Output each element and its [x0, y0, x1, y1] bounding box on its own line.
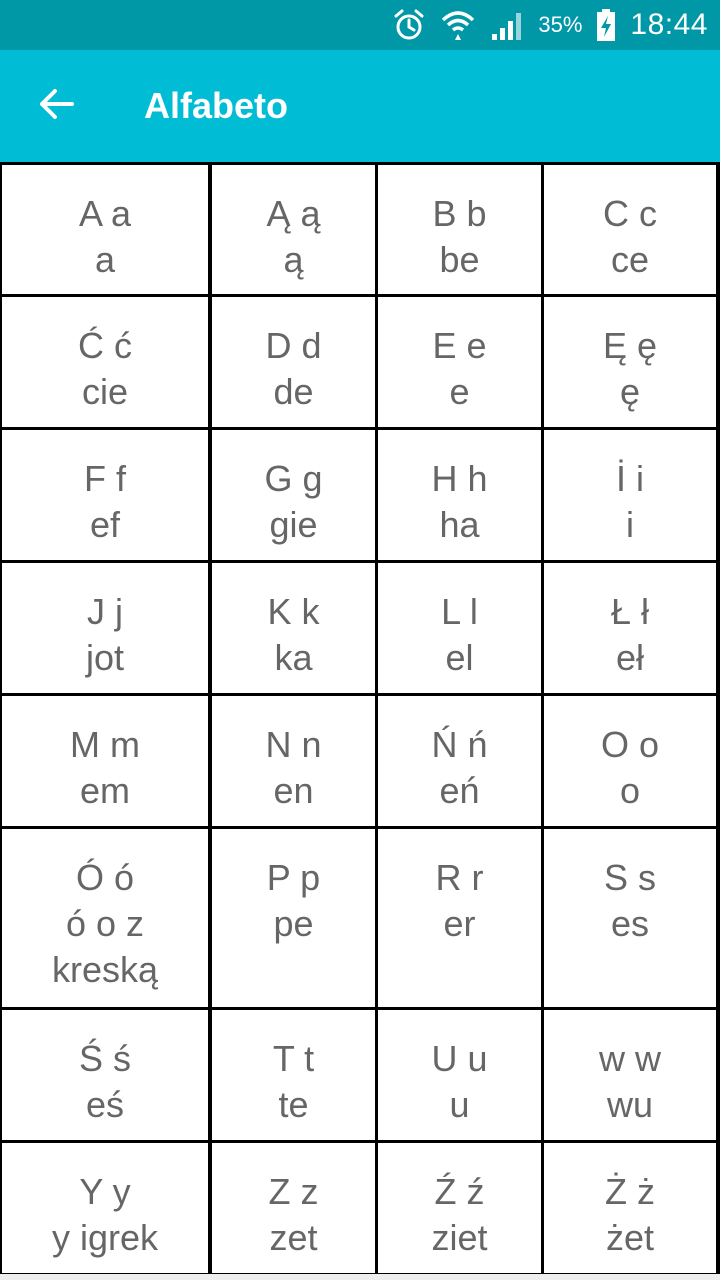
letter-name: em: [79, 770, 130, 811]
letter-name: i: [626, 504, 634, 545]
signal-icon: [490, 8, 524, 42]
letter-name: gie: [269, 504, 318, 545]
letter-cell[interactable]: [212, 1143, 375, 1273]
app-bar: [0, 50, 720, 162]
clock: 18:44: [630, 8, 708, 41]
letter-glyph: B b: [432, 193, 487, 234]
letter-cell[interactable]: [212, 563, 375, 693]
letter-glyph: T t: [272, 1038, 315, 1079]
letter-cell[interactable]: [544, 1010, 716, 1140]
letter-glyph: İ i: [615, 458, 644, 499]
letter-glyph: Ź ź: [434, 1171, 485, 1212]
letter-cell[interactable]: [2, 829, 208, 1007]
letter-glyph: S s: [603, 857, 656, 898]
letter-glyph: C c: [603, 193, 657, 234]
page-title: Alfabeto: [144, 85, 288, 126]
letter-name: eł: [615, 637, 645, 678]
letter-cell[interactable]: [378, 1143, 541, 1273]
letter-glyph: A a: [78, 193, 132, 234]
letter-name: ziet: [431, 1217, 488, 1258]
letter-cell[interactable]: [544, 696, 716, 826]
letter-glyph: Ś ś: [78, 1038, 131, 1079]
letter-cell[interactable]: [544, 297, 716, 427]
letter-cell[interactable]: [544, 563, 716, 693]
letter-name: eś: [85, 1084, 125, 1125]
letter-name: ce: [610, 239, 650, 280]
letter-cell[interactable]: [378, 829, 541, 1007]
letter-name: a: [94, 239, 116, 280]
letter-glyph: G g: [264, 458, 323, 499]
letter-cell[interactable]: [2, 430, 208, 560]
letter-cell[interactable]: [2, 696, 208, 826]
letter-cell[interactable]: [2, 165, 208, 294]
letter-glyph: Ń ń: [431, 724, 488, 765]
letter-cell[interactable]: [2, 297, 208, 427]
letter-cell[interactable]: [544, 829, 716, 1007]
letter-glyph: w w: [599, 1038, 661, 1079]
letter-cell[interactable]: [2, 1010, 208, 1140]
letter-glyph: U u: [431, 1038, 488, 1079]
letter-glyph: Ż ż: [605, 1171, 655, 1212]
letter-glyph: Y y: [79, 1171, 131, 1212]
letter-glyph: E e: [432, 325, 487, 366]
letter-name: ha: [439, 504, 480, 545]
letter-name: ef: [89, 504, 121, 545]
letter-name: wu: [606, 1084, 654, 1125]
letter-cell[interactable]: [212, 1010, 375, 1140]
letter-cell[interactable]: [212, 430, 375, 560]
letter-cell[interactable]: [378, 165, 541, 294]
letter-name: be: [439, 239, 480, 280]
alphabet-grid: [0, 162, 720, 1274]
letter-cell[interactable]: [2, 1143, 208, 1273]
letter-name: te: [278, 1084, 309, 1125]
letter-cell[interactable]: [378, 1010, 541, 1140]
letter-name: ą: [283, 239, 304, 280]
alarm-icon: [392, 8, 426, 42]
battery-charging-icon: [596, 8, 616, 42]
letter-name: cie: [81, 371, 129, 412]
letter-name: eń: [439, 770, 480, 811]
letter-cell[interactable]: [212, 696, 375, 826]
arrow-left-icon: [38, 88, 74, 125]
letter-cell[interactable]: [212, 829, 375, 1007]
letter-glyph: Ą ą: [266, 193, 321, 234]
letter-name: pe: [273, 903, 314, 944]
letter-glyph: N n: [265, 724, 322, 765]
letter-cell[interactable]: [544, 430, 716, 560]
letter-name: er: [443, 903, 476, 944]
letter-name: żet: [605, 1217, 655, 1258]
letter-glyph: D d: [265, 325, 322, 366]
letter-glyph: Ó ó: [75, 857, 135, 898]
letter-name: ę: [619, 371, 641, 412]
letter-cell[interactable]: [378, 696, 541, 826]
letter-cell[interactable]: [544, 1143, 716, 1273]
letter-glyph: H h: [431, 458, 488, 499]
letter-glyph: R r: [435, 857, 484, 898]
letter-glyph: O o: [600, 724, 660, 765]
letter-name: el: [445, 637, 474, 678]
letter-glyph: P p: [266, 857, 321, 898]
letter-cell[interactable]: [378, 430, 541, 560]
letter-name: de: [273, 371, 314, 412]
bottom-strip: [0, 1274, 720, 1280]
letter-cell[interactable]: [544, 165, 716, 294]
letter-cell[interactable]: [212, 297, 375, 427]
letter-glyph: K k: [267, 591, 320, 632]
letter-name: ó o z kreską: [51, 903, 159, 990]
letter-name: y igrek: [51, 1217, 159, 1258]
letter-name: o: [619, 770, 641, 811]
battery-percentage: 35%: [538, 12, 583, 37]
back-button[interactable]: [24, 74, 88, 138]
letter-name: u: [449, 1084, 470, 1125]
letter-glyph: Ć ć: [78, 325, 132, 366]
letter-name: jot: [85, 637, 125, 678]
letter-glyph: Z z: [268, 1171, 319, 1212]
letter-name: e: [449, 371, 470, 412]
letter-glyph: J j: [87, 591, 123, 632]
letter-glyph: F f: [84, 458, 126, 499]
letter-name: es: [610, 903, 650, 944]
letter-glyph: L l: [441, 591, 478, 632]
letter-cell[interactable]: [378, 297, 541, 427]
letter-glyph: M m: [70, 724, 140, 765]
letter-cell[interactable]: [212, 165, 375, 294]
letter-name: ka: [274, 637, 313, 678]
letter-glyph: Ę ę: [602, 325, 658, 366]
letter-cell[interactable]: [2, 563, 208, 693]
wifi-icon: [440, 8, 476, 42]
letter-name: zet: [269, 1217, 318, 1258]
letter-cell[interactable]: [378, 563, 541, 693]
letter-glyph: Ł ł: [610, 591, 650, 632]
status-bar: [0, 0, 720, 50]
letter-name: en: [273, 770, 314, 811]
